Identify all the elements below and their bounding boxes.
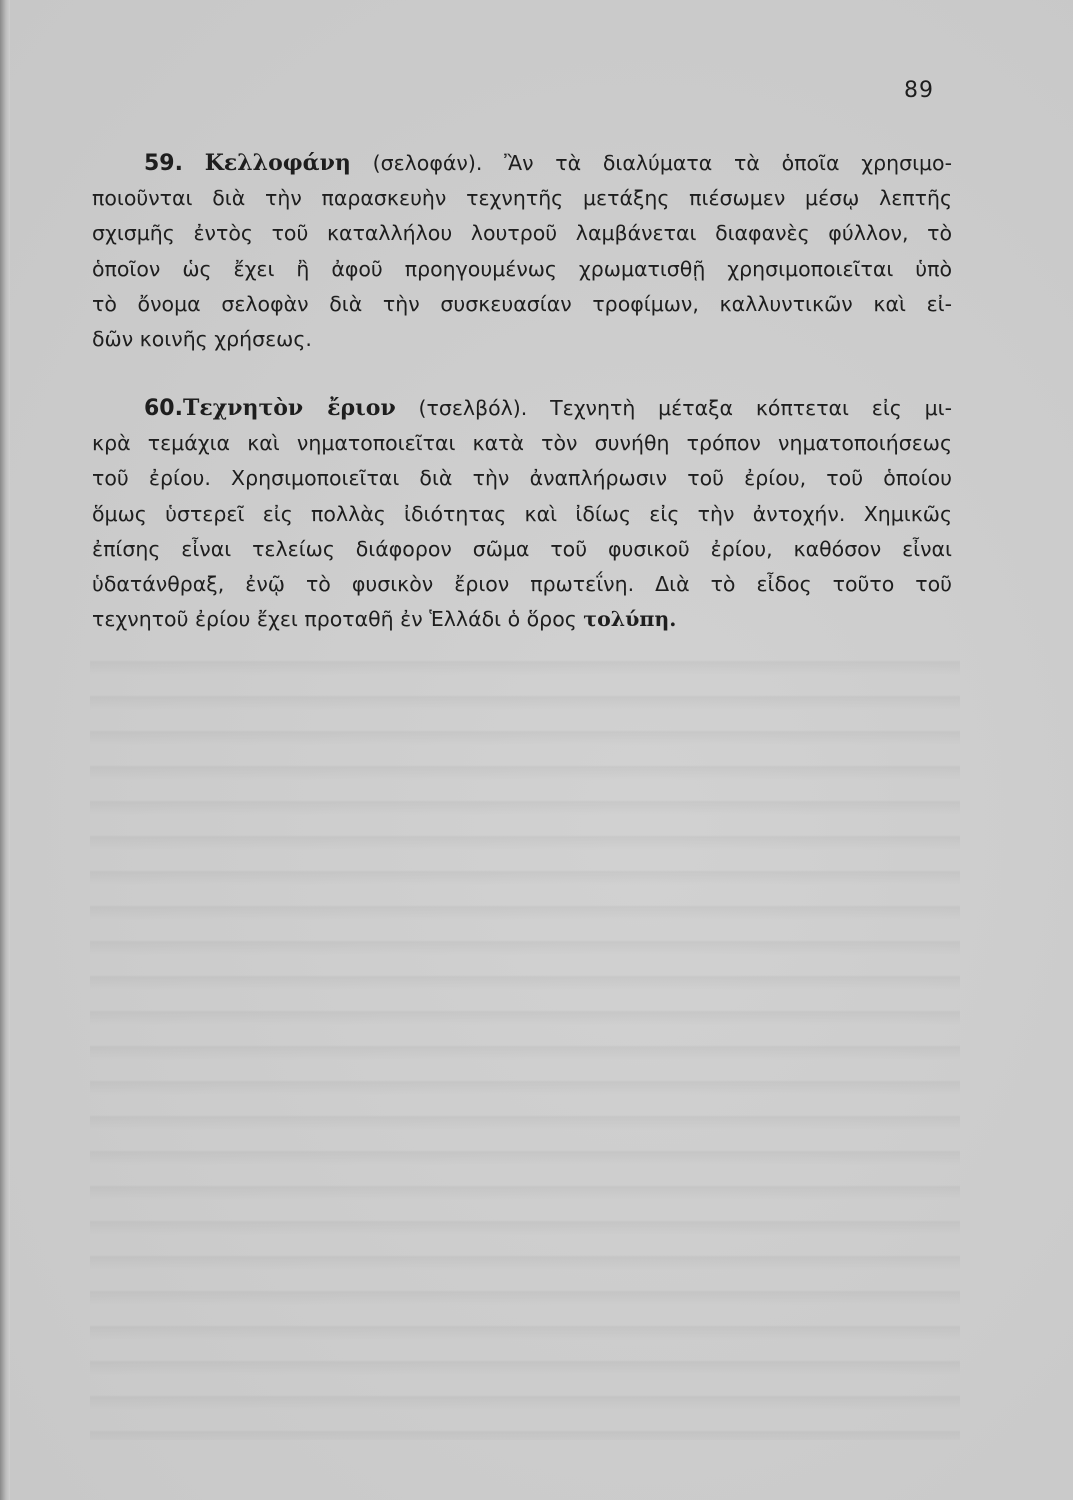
section-59-first-line — [92, 146, 952, 181]
section-60-line: κρὰ τεμάχια καὶ νηματοποιεῖται κατὰ τὸν συνήθη τρόπον νηματοποιήσεως — [92, 431, 952, 456]
section-60-last-line — [92, 602, 952, 637]
reverse-side-bleed-through — [90, 640, 960, 1440]
term-tolypi: τολύπη. — [583, 607, 677, 632]
page-binding-edge — [0, 0, 10, 1500]
section-60-first-line-text: (τσελβόλ). Τεχνητὴ μέταξα κόπτεται εἰς μι- — [395, 396, 952, 420]
section-59-line: ὁποῖον ὡς ἔχει ἢ ἀφοῦ προηγουμένως χρωματισθῇ χρησιμοποιεῖται ὑπὸ — [92, 256, 952, 281]
section-60 — [92, 391, 952, 637]
section-59-line: τὸ ὄνομα σελοφὰν διὰ τὴν συσκευασίαν τροφίμων, καλλυντικῶν καὶ εἰ- — [92, 291, 952, 316]
section-60-first-line — [92, 391, 952, 426]
section-60-line: ὑδατάνθραξ, ἐνῷ τὸ φυσικὸν ἔριον πρωτεΐνη. Διὰ τὸ εἶδος τοῦτο τοῦ — [92, 572, 952, 597]
section-59-title: Κελλοφάνη — [204, 150, 351, 176]
section-59-line: δῶν κοινῆς χρήσεως. — [92, 327, 312, 352]
section-59-line: ποιοῦνται διὰ τὴν παρασκευὴν τεχνητῆς μετάξης πιέσωμεν μέσῳ λεπτῆς — [92, 186, 952, 211]
section-60-line: ἐπίσης εἶναι τελείως διάφορον σῶμα τοῦ φυσικοῦ ἐρίου, καθόσον εἶναι — [92, 536, 952, 561]
page-number: 89 — [904, 78, 934, 103]
section-60-last-line-text: τεχνητοῦ ἐρίου ἔχει προταθῆ ἐν Ἑλλάδι ὁ ὅρος — [92, 607, 584, 632]
section-60-line: τοῦ ἐρίου. Χρησιμοποιεῖται διὰ τὴν ἀναπλήρωσιν τοῦ ἐρίου, τοῦ ὁποίου — [92, 466, 952, 491]
section-59-line: σχισμῆς ἐντὸς τοῦ καταλλήλου λουτροῦ λαμβάνεται διαφανὲς φύλλον, τὸ — [92, 221, 952, 246]
section-59-number: 59. — [144, 151, 183, 176]
section-60-number: 60. — [144, 396, 183, 421]
section-60-line: ὅμως ὑστερεῖ εἰς πολλὰς ἰδιότητας καὶ ἰδίως εἰς τὴν ἀντοχήν. Χημικῶς — [92, 501, 952, 526]
section-59-first-line-text: (σελοφάν). Ἂν τὰ διαλύματα τὰ ὁποῖα χρησιμο- — [350, 151, 952, 175]
section-59 — [92, 146, 952, 357]
section-60-title: Τεχνητὸν ἔριον — [182, 395, 396, 421]
